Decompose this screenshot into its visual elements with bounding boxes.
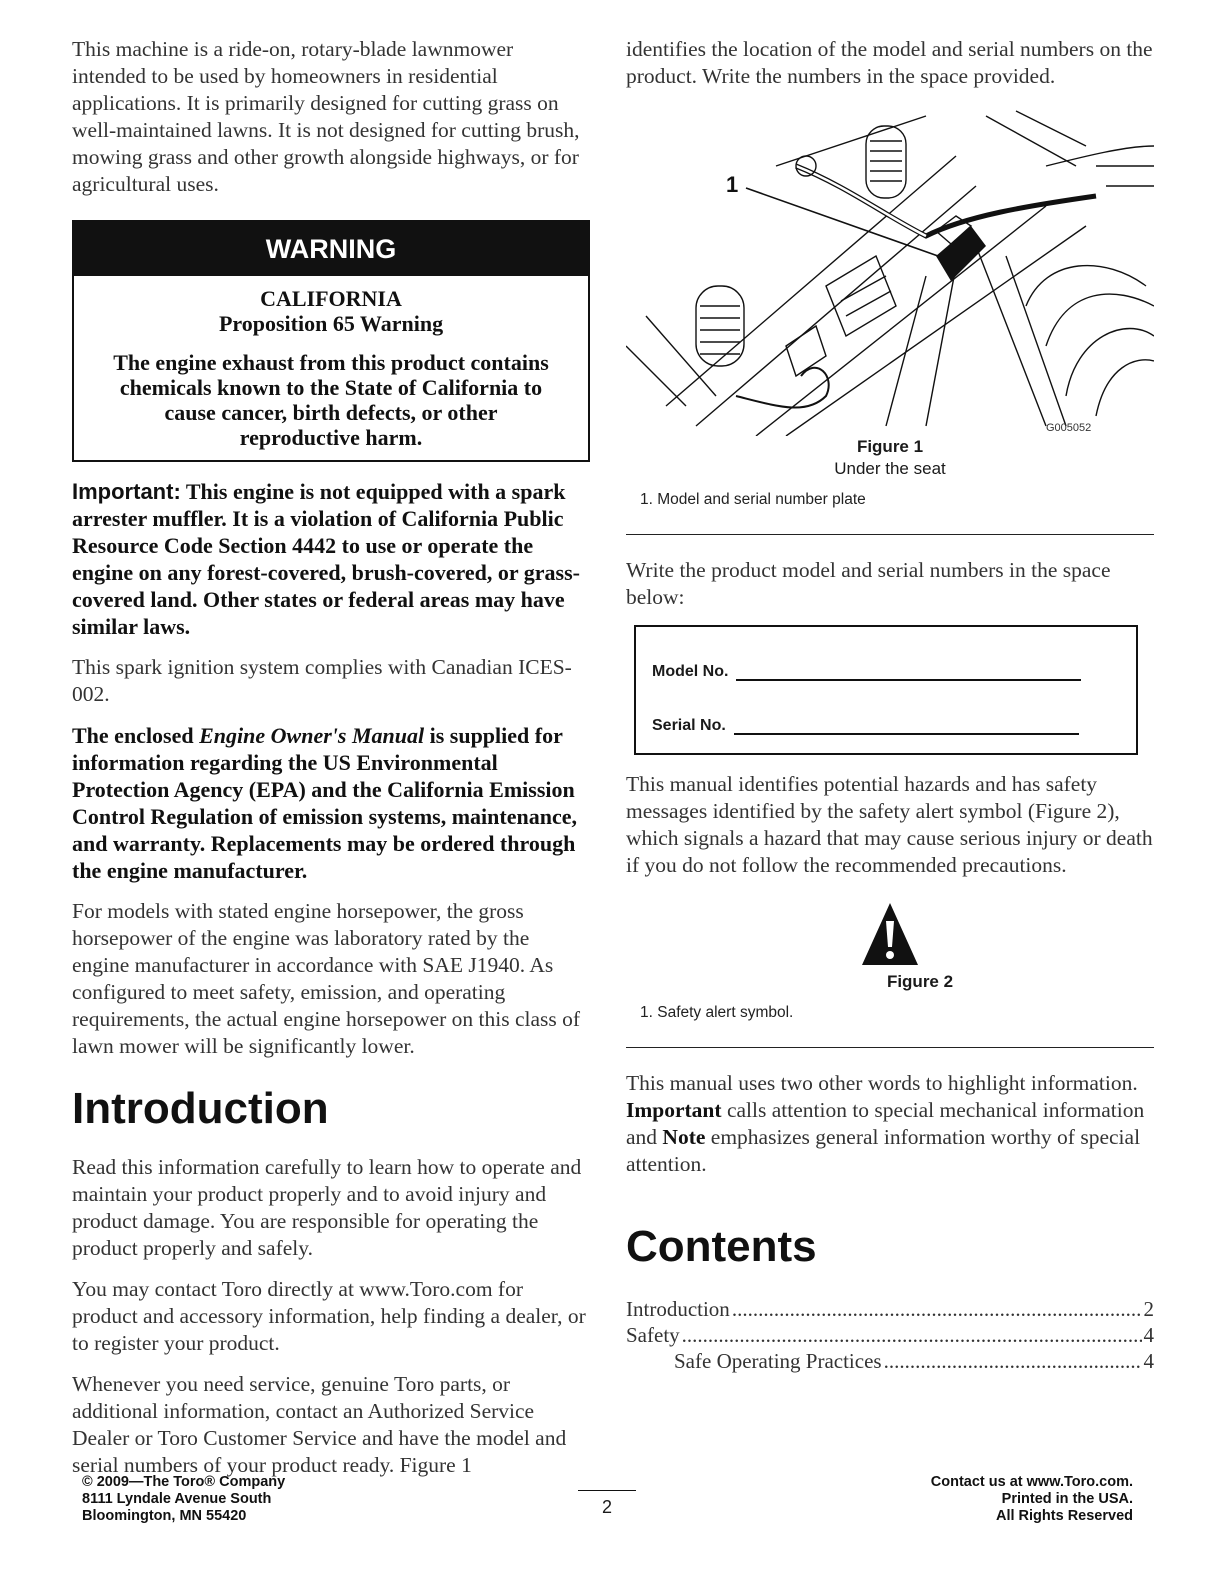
figure1-title: Figure 1 xyxy=(856,437,924,456)
write-numbers-paragraph: Write the product model and serial numbers in the space below: xyxy=(626,558,1111,609)
important-paragraph xyxy=(72,478,590,640)
engine-manual-title: Engine Owner's Manual xyxy=(199,723,425,748)
intended-use-paragraph: This machine is a ride-on, rotary-blade lawnmower intended to be used by homeowners in residential applications. It is primarily designed for cutting grass on well-maintained lawns. It is not designed for cutting brush, mowing grass and other growth alongside highways, or for agricultural uses. xyxy=(72,37,580,196)
prop65-title-line1: CALIFORNIA xyxy=(260,286,402,311)
ices-paragraph: This spark ignition system complies with Canadian ICES-002. xyxy=(72,655,572,706)
serial-number-box xyxy=(634,625,1138,755)
note-word: Note xyxy=(662,1125,706,1149)
serial-row xyxy=(652,717,1079,735)
figure1-code: G005052 xyxy=(1046,422,1092,434)
serial-number-line[interactable] xyxy=(734,719,1079,735)
important-word: Important xyxy=(626,1098,722,1122)
left-column xyxy=(72,36,590,1479)
toc-label: Safety xyxy=(626,1323,680,1347)
intro-paragraph-3: Whenever you need service, genuine Toro parts, or additional information, contact an Authorized Service Dealer or Toro Customer Service and have the model and serial numbers of your product ready. Figure 1 xyxy=(72,1372,567,1477)
toc-label: Safe Operating Practices xyxy=(674,1349,882,1373)
prop65-title xyxy=(88,286,574,336)
figure1-caption xyxy=(626,436,1154,480)
important-label: Important: xyxy=(72,479,181,504)
toc-page: 4 xyxy=(1143,1323,1154,1347)
identifies-paragraph: identifies the location of the model and serial numbers on the product. Write the numbers in the space provided. xyxy=(626,37,1153,88)
intro-paragraph-2: You may contact Toro directly at www.Toro.com for product and accessory information, help finding a dealer, or to register your product. xyxy=(72,1277,586,1355)
address-line-1: 8111 Lyndale Avenue South xyxy=(82,1491,272,1507)
under-seat-illustration xyxy=(626,106,1154,436)
model-label: Model No. xyxy=(652,663,729,680)
horsepower-paragraph: For models with stated engine horsepower, the gross horsepower of the engine was laboratory rated by the engine manufacturer in accordance with SAE J1940. As configured to meet safety, emission, and operating requirements, the actual engine horsepower on this class of lawn mower will be significantly lower. xyxy=(72,899,581,1058)
page-number: 2 xyxy=(578,1490,636,1518)
figure1-callout: 1 xyxy=(726,172,739,197)
special-words-paragraph xyxy=(626,1070,1154,1178)
divider-1 xyxy=(626,534,1154,535)
prop65-text: The engine exhaust from this product contains chemicals known to the State of California to cause cancer, birth defects, or other reproductive harm. xyxy=(113,350,549,450)
figure-1 xyxy=(626,106,1154,510)
toc-page: 4 xyxy=(1143,1349,1154,1373)
warning-box xyxy=(72,220,590,462)
words-pre: This manual uses two other words to highlight information. xyxy=(626,1071,1138,1095)
figure-2 xyxy=(626,901,1154,1023)
safety-alert-symbol xyxy=(626,901,1154,971)
figure2-note: 1. Safety alert symbol. xyxy=(640,1004,794,1021)
table-of-contents xyxy=(626,1296,1154,1374)
right-column xyxy=(626,36,1154,1374)
epa-paragraph xyxy=(72,722,590,884)
contents-heading: Contents xyxy=(626,1222,817,1271)
warning-header: WARNING xyxy=(74,222,588,276)
toc-item-safety[interactable] xyxy=(626,1322,1154,1348)
divider-2 xyxy=(626,1047,1154,1048)
model-number-line[interactable] xyxy=(736,665,1081,681)
contact-text: Contact us at www.Toro.com. xyxy=(930,1474,1133,1490)
figure1-note: 1. Model and serial number plate xyxy=(640,491,866,508)
safety-alert-icon xyxy=(860,901,920,967)
hazard-paragraph: This manual identifies potential hazards and has safety messages identified by the safety alert symbol (Figure 2), which signals a hazard that may cause serious injury or death if you do not follow the recommended precautions. xyxy=(626,772,1153,877)
footer-company-info xyxy=(82,1474,285,1525)
figure2-title: Figure 2 xyxy=(886,972,954,991)
intro-paragraph-1: Read this information carefully to learn how to operate and maintain your product properly and to avoid injury and product damage. You are responsible for operating the product properly and safely. xyxy=(72,1155,582,1260)
warning-body xyxy=(74,276,588,460)
printed-text: Printed in the USA. xyxy=(1001,1491,1133,1507)
words-post: emphasizes general information worthy of special attention. xyxy=(626,1125,1141,1176)
toc-item-introduction[interactable] xyxy=(626,1296,1154,1322)
model-row xyxy=(652,663,1081,681)
copyright: © 2009—The Toro® Company xyxy=(82,1474,286,1490)
words-mid: calls attention to special mechanical information and xyxy=(626,1098,1145,1149)
toc-page: 2 xyxy=(1143,1297,1154,1321)
introduction-heading: Introduction xyxy=(72,1084,329,1133)
epa-pre: The enclosed xyxy=(72,723,200,748)
toc-label: Introduction xyxy=(626,1297,730,1321)
toc-item-safe-operating-practices[interactable] xyxy=(626,1348,1154,1374)
important-text: This engine is not equipped with a spark arrester muffler. It is a violation of California Public Resource Code Section 4442 to use or operate the engine on any forest-covered, brush-covered, or grass-covered land. Other states or federal areas may have similar laws. xyxy=(72,479,580,639)
footer-contact-info xyxy=(931,1474,1133,1525)
serial-label: Serial No. xyxy=(652,717,726,734)
epa-post: is supplied for information regarding the US Environmental Protection Agency (EPA) and the California Emission Control Regulation of emission systems, maintenance, and warranty. Replacements may be ordered through the engine manufacturer. xyxy=(72,723,577,883)
rights-text: All Rights Reserved xyxy=(996,1508,1133,1524)
prop65-title-line2: Proposition 65 Warning xyxy=(218,311,444,336)
address-line-2: Bloomington, MN 55420 xyxy=(82,1508,247,1524)
figure1-subtitle: Under the seat xyxy=(834,459,946,478)
